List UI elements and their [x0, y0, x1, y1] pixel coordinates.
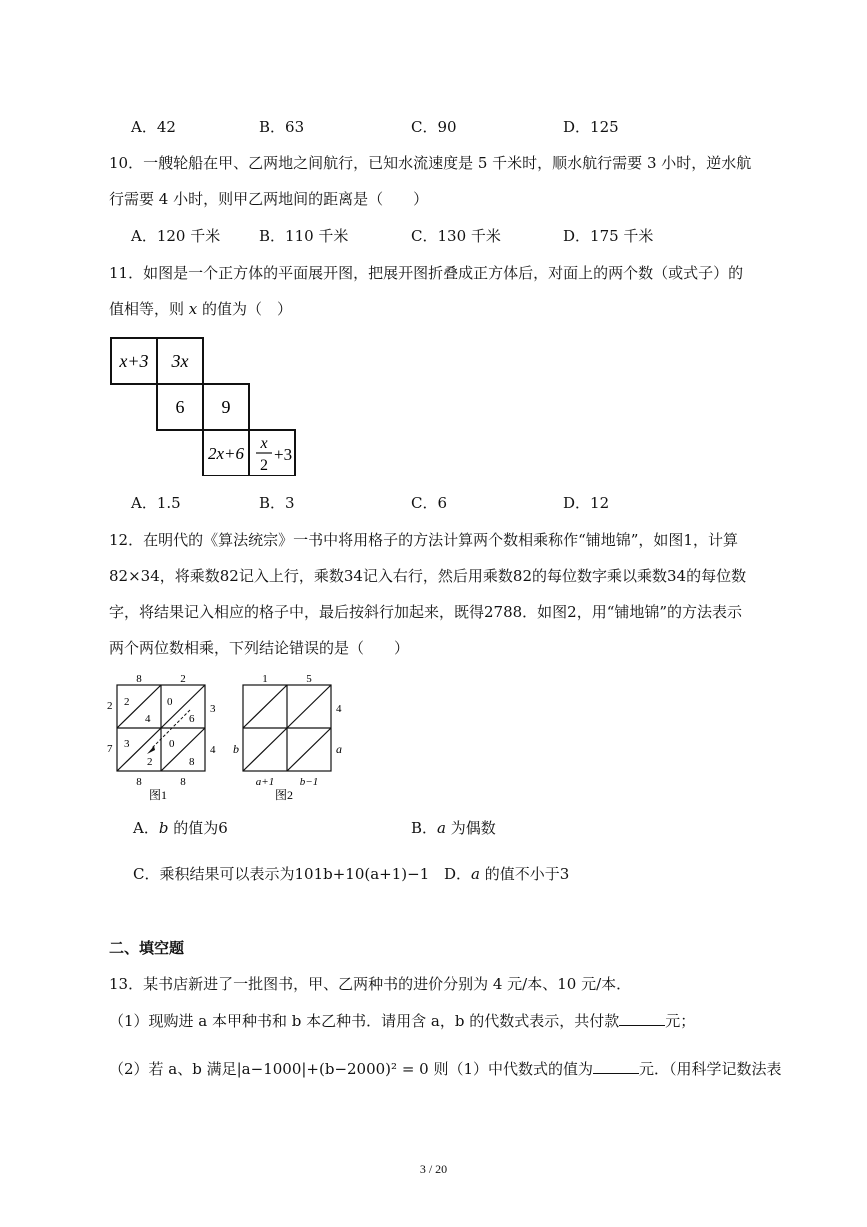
fig1-cell-value: 0 [167, 696, 173, 708]
fig2-top-1: 1 [262, 673, 268, 685]
q13-text-line3: （2）若 a、b 满足|a−1000|+(b−2000)² = 0 则（1）中代数式的值为 元．（用科学记数法表 [109, 1060, 782, 1078]
q11-text-line2: 值相等，则 x 的值为（ ） [109, 300, 293, 318]
page-number: 3 / 20 [419, 1162, 448, 1176]
fig1-cell-value: 2 [124, 696, 130, 708]
fig1-top-2: 2 [180, 673, 186, 685]
fig2-top-2: 5 [306, 673, 312, 685]
fig2-right-2: a [336, 742, 342, 756]
q10-option-d: D．175 千米 [563, 227, 654, 245]
q11-option-d: D．12 [563, 494, 610, 512]
q10-option-c: C．130 千米 [411, 227, 501, 245]
fig1-left-1: 2 [107, 700, 113, 712]
q11-text-line1: 11．如图是一个正方体的平面展开图，把展开图折叠成正方体后，对面上的两个数（或式子）的 [109, 264, 744, 282]
fig1-left-2: 7 [107, 743, 113, 755]
q10-text-line1: 10．一艘轮船在甲、乙两地之间航行，已知水流速度是 5 千米时，顺水航行需要 3 小时，逆水航 [109, 154, 752, 172]
q9-option-c: C．90 [411, 118, 457, 136]
q11-option-c: C．6 [411, 494, 448, 512]
q12-text-line3: 字，将结果记入相应的格子中，最后按斜行加起来，既得2788．如图2，用“铺地锦”的方法表示 [109, 603, 743, 621]
q12-option-a: A．b 的值为6 [133, 819, 228, 837]
fig1-cell-value: 6 [189, 713, 195, 725]
fig1-cell-value: 8 [189, 756, 195, 768]
net-cell-4: 9 [221, 397, 231, 417]
answer-blank[interactable] [619, 1011, 665, 1026]
q11-option-a: A．1.5 [131, 494, 181, 512]
section-heading: 二、填空题 [109, 939, 185, 957]
net-cell-6-numerator: x [260, 435, 268, 452]
net-cell-6-plus: +3 [274, 445, 293, 464]
fig1-cell-value: 4 [145, 713, 151, 725]
fig1-right-1: 3 [210, 703, 216, 715]
fig1-caption: 图1 [148, 788, 168, 802]
q9-option-a: A．42 [131, 118, 176, 136]
fig1-cell-value: 3 [124, 738, 130, 750]
net-cell-3: 6 [175, 397, 185, 417]
q10-option-a: A．120 千米 [131, 227, 221, 245]
fig1-bottom-2: 8 [180, 776, 186, 788]
q12-option-d: D．a 的值不小于3 [444, 865, 570, 883]
fig1-cell-value: 2 [147, 756, 153, 768]
fig2-bottom-1: a+1 [255, 776, 275, 788]
q11-option-b: B．3 [259, 494, 295, 512]
fig2-bottom-2: b−1 [299, 776, 319, 788]
cube-net-figure [108, 336, 298, 476]
q9-option-b: B．63 [259, 118, 305, 136]
fig2-caption: 图2 [274, 788, 294, 802]
q12-text-line4: 两个两位数相乘，下列结论错误的是（ ） [109, 639, 410, 657]
q12-option-c: C．乘积结果可以表示为101b+10(a+1)−1 [133, 865, 430, 883]
q12-option-b: B．a 为偶数 [411, 819, 496, 837]
net-cell-2: 3x [171, 351, 189, 371]
fig1-cell-value: 0 [169, 738, 175, 750]
lattice-figure-1 [102, 672, 222, 802]
fig1-top-1: 8 [136, 673, 142, 685]
q12-text-line2: 82×34，将乘数82记入上行，乘数34记入右行，然后用乘数82的每位数字乘以乘数34的每位数 [109, 567, 747, 585]
net-cell-5: 2x+6 [207, 444, 245, 463]
fig2-left: b [233, 742, 239, 756]
lattice-figure-2 [228, 672, 358, 802]
q9-option-d: D．125 [563, 118, 619, 136]
q12-text-line1: 12．在明代的《算法统宗》一书中将用格子的方法计算两个数相乘称作“铺地锦”，如图1，计算 [109, 531, 738, 549]
answer-blank[interactable] [593, 1059, 639, 1074]
q13-text-line2: （1）现购进 a 本甲种书和 b 本乙种书．请用含 a，b 的代数式表示，共付款 元； [109, 1012, 696, 1030]
q10-text-line2: 行需要 4 小时，则甲乙两地间的距离是（ ） [109, 190, 429, 208]
q10-option-b: B．110 千米 [259, 227, 349, 245]
net-cell-1: x+3 [119, 351, 149, 371]
q13-text-line1: 13．某书店新进了一批图书，甲、乙两种书的进价分别为 4 元/本、10 元/本． [109, 975, 632, 993]
fig1-bottom-1: 8 [136, 776, 142, 788]
net-cell-6-denominator: 2 [260, 457, 268, 474]
fig1-right-2: 4 [210, 744, 216, 756]
fig2-right-1: 4 [336, 703, 342, 715]
